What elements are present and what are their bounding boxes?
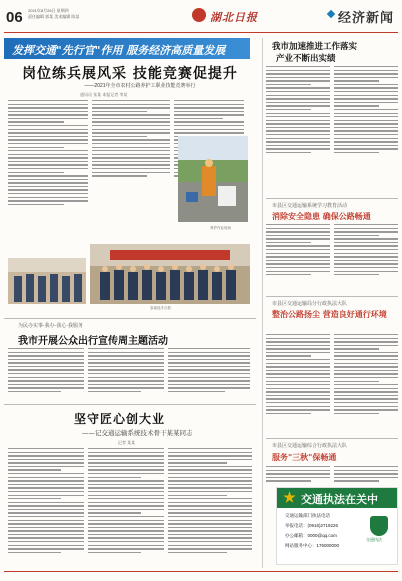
issue-date: 2021年8月26日 星期四 [28,8,69,13]
footer-rule [4,571,398,572]
editors: 责任编辑 郭某 美术编辑 陈某 [28,14,80,19]
lead-banner [4,38,250,59]
page-number: 06 [6,9,23,26]
shield-icon [370,516,388,536]
right-body-3b [334,334,398,434]
article2-headline: 我市开展公众出行宣传周主题活动 [18,336,168,347]
law-enforcement-ad [276,487,398,565]
brand-name: 湖北日报 [210,11,258,24]
right-kicker-3: 市县区交通运输综合行政执法大队 [272,443,348,449]
ad-line-2: 举报电话：(0916)2719226 [285,523,339,528]
right-body-3a [266,334,330,434]
article2-body-col2 [88,348,164,400]
masthead [4,3,398,33]
right-title-1: 我市加速推进工作落实 [272,42,358,52]
lead-photo-3 [8,258,86,304]
article2-body-col1 [8,348,84,400]
ad-badge-name: 交通执法 [366,537,382,542]
lead-photo-1 [178,136,248,222]
article3-headline: 坚守匠心创大业 [74,412,166,426]
photo1-caption: 养护作业现场 [210,226,231,230]
right-body-2a [266,224,330,294]
ad-line-3: 办公邮箱：0000@qq.com [285,533,337,538]
ad-title: 交通执法在关中 [301,493,378,506]
right-body-4a [266,466,330,486]
issue-meta [28,8,79,20]
lead-subhead: ——2021年全市农村公路养护工职业技能竞赛举行 [84,83,196,89]
section-name: 经济新闻 [338,7,394,26]
article3-body-col2 [88,448,164,566]
right-kicker-1: 市县区交通运输系统学习教育活动 [272,203,348,209]
banner-text: 发挥交通"先行官"作用 服务经济高质量发展 [12,44,226,57]
lead-byline: 通讯员 张某 本报记者 李某 [80,92,128,97]
right-body-4b [334,466,398,486]
lead-photo-2 [90,244,250,304]
article2-kicker: 为民办实事·我办·我心·我服务 [18,323,83,329]
right-body-1a [266,66,330,196]
seal-icon [192,8,206,22]
lead-body-col2 [92,100,170,240]
right-body-2b [334,224,398,294]
right-red-headline-2a: 整治公路扬尘 营造良好通行环境 [272,310,387,319]
newspaper-logo [192,7,266,27]
article3-subhead: ——记交通运输系统技术骨干某某同志 [82,429,193,437]
article3-body-col1 [8,448,84,566]
right-body-1b [334,66,398,196]
right-kicker-2: 市县区交通运输局分行政执法大队 [272,301,348,307]
ad-line-4: 网站服务中心：176000000 [285,543,340,548]
right-red-headline-1: 消除安全隐患 确保公路畅通 [272,212,371,221]
ad-badge [368,516,390,542]
right-title-2: 产业不断出实绩 [276,54,336,64]
article3-body-col3 [168,448,252,566]
right-red-headline-3: 服务"三秋"保畅通 [272,453,337,462]
article2-body-col3 [168,348,250,400]
ad-line-1: 交通运输部门执法电话 [285,513,330,518]
lead-headline: 岗位练兵展风采 技能竞赛促提升 [22,66,238,82]
photo2-caption: 参赛选手合影 [150,306,171,310]
article3-byline: 记者 某某 [118,440,136,445]
